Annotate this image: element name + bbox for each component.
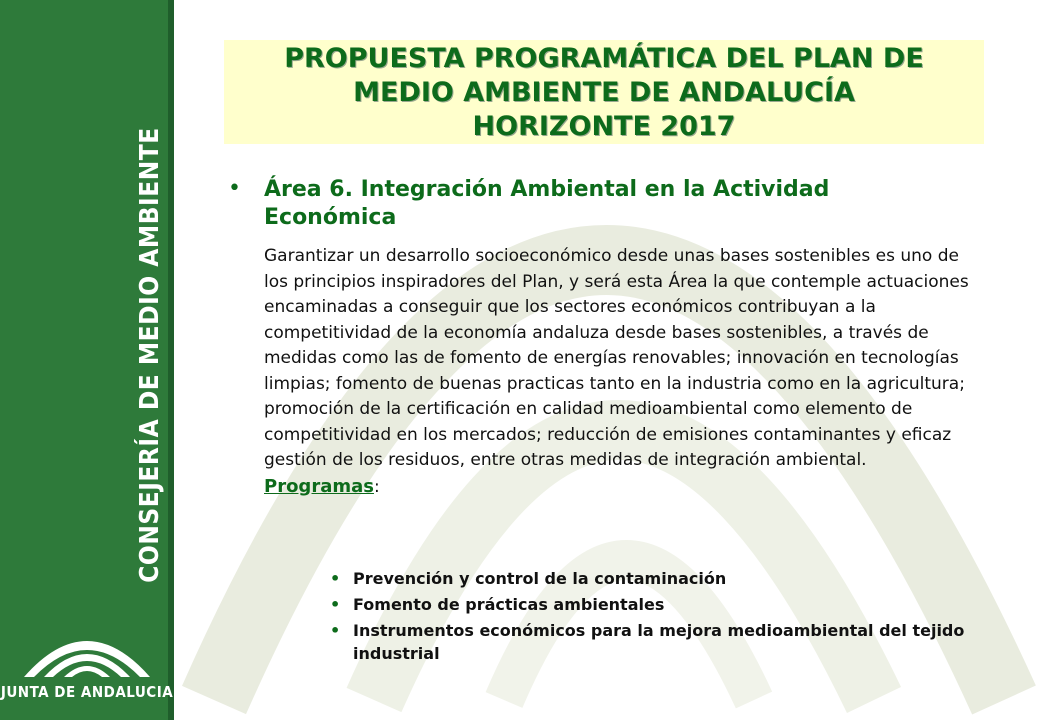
sidebar	[0, 0, 174, 720]
title-banner	[224, 40, 984, 144]
programas-link: Programas	[264, 475, 374, 497]
page-title	[224, 40, 984, 144]
program-label: Prevención y control de la contaminación	[353, 569, 727, 588]
programas-colon: :	[373, 476, 380, 497]
consejeria-title: CONSEJERÍA DE MEDIO AMBIENTE	[135, 127, 165, 583]
title-line-1: PROPUESTA PROGRAMÁTICA DEL PLAN DE	[284, 43, 924, 74]
area-body: Garantizar un desarrollo socioeconómico desde unas bases sostenibles es uno de los principios inspiradores del Plan, y será esta Área la que contemple actuaciones encaminadas a conseguir que los sectores económicos contribuyan a la competitividad de la economía andaluza desde bases sostenibles, a través de medidas como las de fomento de energías renovables; innovación en tecnologías limpias; fomento de buenas practicas tanto en la industria como en la agricultura; promoción de la certificación en calidad medioambiental como elemento de competitividad en los mercados; reducción de emisiones contaminantes y eficaz gestión de los residuos, entre otras medidas de integración ambiental.	[264, 246, 969, 470]
program-bullet: •	[330, 569, 341, 588]
program-item	[330, 619, 970, 665]
program-bullet: •	[330, 595, 341, 614]
junta-logo-icon	[20, 615, 154, 683]
junta-logo-text: JUNTA DE ANDALUCIA	[0, 683, 174, 701]
program-list	[330, 567, 970, 668]
program-item	[330, 567, 970, 590]
title-line-2: MEDIO AMBIENTE DE ANDALUCÍA	[353, 77, 855, 108]
area-heading-line-2: Económica	[264, 205, 397, 230]
program-bullet: •	[330, 621, 341, 640]
program-label: Fomento de prácticas ambientales	[353, 595, 665, 614]
area-bullet: •	[228, 176, 241, 201]
area-heading-line-1: Área 6. Integración Ambiental en la Actividad	[264, 177, 830, 202]
area-heading	[264, 176, 964, 232]
title-line-3: HORIZONTE 2017	[472, 111, 736, 142]
program-item	[330, 593, 970, 616]
area-description	[264, 244, 984, 500]
program-label: Instrumentos económicos para la mejora medioambiental del tejido industrial	[353, 621, 965, 663]
